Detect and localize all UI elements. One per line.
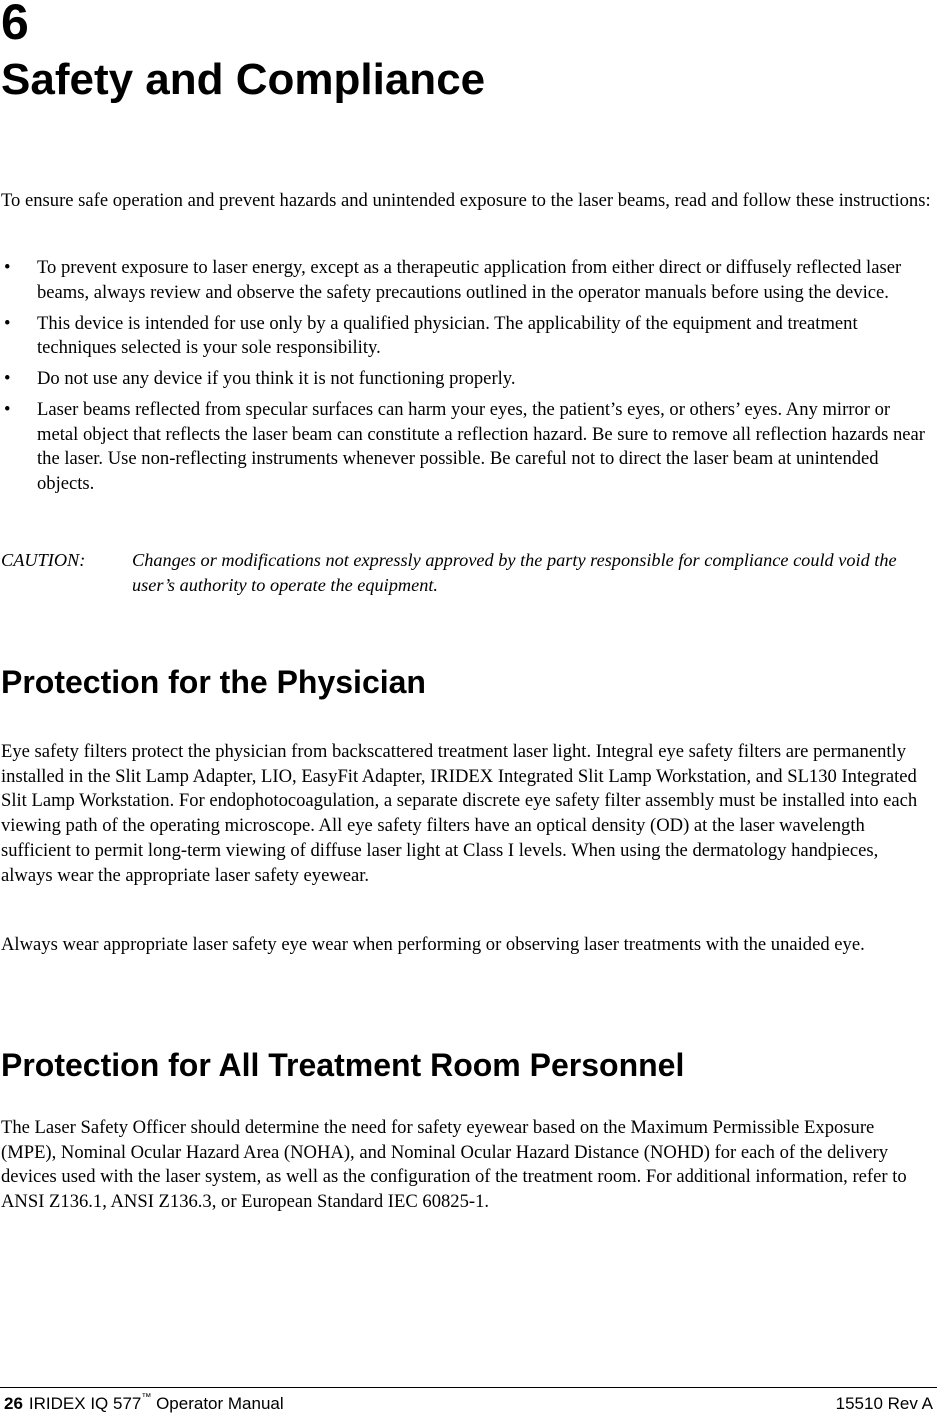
physician-paragraph-1: Eye safety filters protect the physician from backscattered treatment laser light. Integral eye safety filters are permanently installed in the Slit Lamp Adapter, LIO, EasyFit Adapter, IRIDEX Integrated Slit Lamp Workstation, and SL130 Integrated Slit Lamp Workstation. For endophotocoagulation, a separate discrete eye safety filter assembly must be installed into each viewing path of the operating microscope. All eye safety filters have an optical density (OD) at the laser wavelength sufficient to permit long-term viewing of diffuse laser light at Class I levels. When using the dermatology handpieces, always wear the appropriate laser safety eyewear. [1, 741, 918, 886]
personnel-paragraph: The Laser Safety Officer should determine the need for safety eyewear based on the Maximum Permissible Exposure (MPE), Nominal Ocular Hazard Area (NOHA), and Nominal Ocular Hazard Distance (NOHD) for each of the delivery devices used with the laser system, as well as the configuration of the treatment room. For additional information, refer to ANSI Z136.1, ANSI Z136.3, or European Standard IEC 60825-1. [1, 1117, 907, 1213]
list-item [0, 398, 935, 496]
caution-label: CAUTION: [1, 550, 86, 570]
page-footer [0, 1393, 935, 1415]
list-item-text: Do not use any device if you think it is not functioning properly. [37, 368, 516, 390]
caution-notice [1, 548, 931, 598]
revision-number: 15510 Rev A [835, 1394, 933, 1413]
chapter-title: Safety and Compliance [1, 55, 486, 104]
intro-paragraph: To ensure safe operation and prevent hazards and unintended exposure to the laser beams, read and follow these instructions: [1, 190, 931, 211]
list-item [0, 312, 935, 361]
manual-title [29, 1394, 284, 1413]
section-title-personnel: Protection for All Treatment Room Personnel [1, 1047, 685, 1083]
list-item-text: To prevent exposure to laser energy, except as a therapeutic application from either direct or diffusely reflected laser beams, always review and observe the safety precautions outlined in the operator manuals before using the device. [37, 257, 902, 303]
list-item-text: This device is intended for use only by a qualified physician. The applicability of the equipment and treatment techniques selected is your sole responsibility. [37, 312, 858, 359]
bullet-icon: • [4, 368, 11, 390]
page-number: 26 [4, 1394, 23, 1413]
list-item [0, 256, 935, 305]
footer-divider [0, 1387, 937, 1388]
list-item-text: Laser beams reflected from specular surfaces can harm your eyes, the patient’s eyes, or others’ eyes. Any mirror or metal object that reflects the laser beam can constitute a reflection hazard. Be sure to remove all reflection hazards near the laser. Use non-reflecting instruments whenever possible. Be careful not to direct the laser beam at unintended objects. [37, 399, 925, 494]
bullet-icon: • [4, 257, 11, 278]
trademark-symbol: ™ [141, 1392, 152, 1403]
bullet-icon: • [4, 312, 11, 334]
safety-instructions-list [0, 256, 935, 503]
physician-paragraph-2: Always wear appropriate laser safety eye wear when performing or observing laser treatments with the unaided eye. [1, 934, 865, 955]
manual-name: IRIDEX IQ 577 [28, 1394, 142, 1413]
chapter-number: 6 [1, 0, 29, 50]
list-item [0, 367, 935, 392]
bullet-icon: • [4, 399, 11, 421]
manual-suffix: Operator Manual [151, 1394, 284, 1413]
section-title-physician: Protection for the Physician [1, 664, 426, 700]
caution-text: Changes or modifications not expressly approved by the party responsible for compliance could void the user’s authority to operate the equipment. [132, 550, 897, 595]
